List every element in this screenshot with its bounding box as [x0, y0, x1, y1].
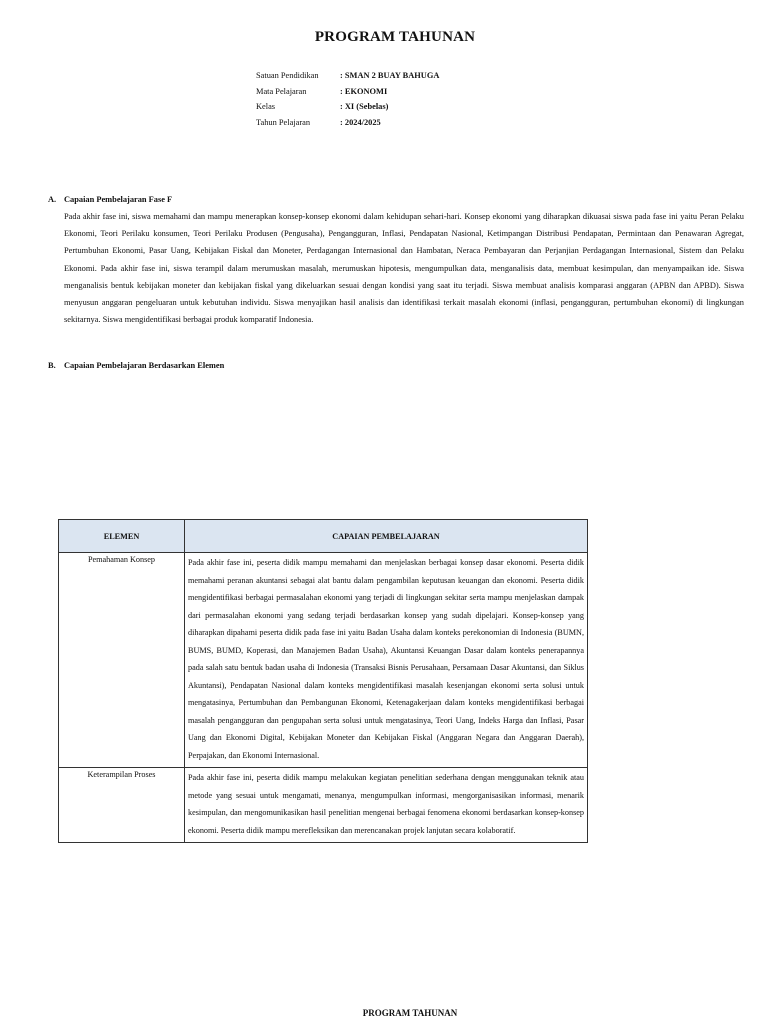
info-value: : SMAN 2 BUAY BAHUGA	[340, 71, 440, 80]
info-row-satuan	[256, 68, 439, 84]
section-a-heading	[48, 195, 172, 204]
info-label: Mata Pelajaran	[256, 86, 307, 96]
header-capaian: CAPAIAN PEMBELAJARAN	[185, 520, 588, 553]
description-cell: Pada akhir fase ini, peserta didik mampu memahami dan menjelaskan berbagai konsep dasar ekonomi. Peserta didik memahami peranan akuntansi sebagai alat bantu dalam pengambilan keputusan keuangan dan ekonomi. Peserta didik mengidentifikasi berbagai permasalahan ekonomi yang terjadi di lingkungan sekitar serta mampu menjelaskan dampak dari permasalahan ekonomi yang sedang terjadi berdasarkan konsep yang sudah dipelajari. Konsep-konsep yang diharapkan dipahami peserta didik pada fase ini yaitu Badan Usaha dalam konteks perekonomian di Indonesia (BUMN, BUMS, BUMD, Koperasi, dan Manajemen Badan Usaha), Akuntansi Keuangan Dasar dalam konteks penerapannya pada salah satu bentuk badan usaha di Indonesia (Transaksi Bisnis Perusahaan, Persamaan Dasar Akuntansi, dan Siklus Akuntansi), Pendapatan Nasional dalam konteks mengidentifikasi masalah kesenjangan ekonomi serta solusi untuk mengatasinya, Pertumbuhan dan Pembangunan Ekonomi, Ketenagakerjaan dalam konteks mengidentifikasi berbagai masalah pengangguran dan pengupahan serta solusi untuk mengatasinya, Teori Uang, Indeks Harga dan Inflasi, Pasar Uang dan Ekonomi Digital, Kebijakan Moneter dan Kebijakan Fiskal (Anggaran Negara dan Anggaran Daerah), Perpajakan, dan Ekonomi Internasional.	[185, 553, 588, 768]
section-title: Capaian Pembelajaran Berdasarkan Elemen	[64, 361, 225, 370]
info-row-tahun	[256, 115, 439, 131]
capaian-table	[58, 519, 588, 843]
info-label: Kelas	[256, 102, 276, 112]
element-cell: Keterampilan Proses	[59, 768, 185, 843]
section-letter: B.	[48, 361, 56, 370]
section-a-paragraph: Pada akhir fase ini, siswa memahami dan mampu menerapkan konsep-konsep ekonomi dalam kehidupan sehari-hari. Konsep ekonomi yang diharapkan dikuasai siswa pada fase ini yaitu Peran Pelaku Ekonomi, Teori Perilaku konsumen, Teori Perilaku Produsen (Pengusaha), Pengangguran, Inflasi, Pendapatan Nasional, Ketimpangan Distribusi Pendapatan, Permintaan dan Penawaran Agregat, Pertumbuhan Ekonomi, Pasar Uang, Kebijakan Fiskal dan Moneter, Perdagangan Internasional dan Hambatan, Neraca Pembayaran dan Perjanjian Perdagangan Internasional, Sistem dan Pelaku Ekonomi. Pada akhir fase ini, siswa terampil dalam merumuskan masalah, merumuskan hipotesis, mengumpulkan data, menganalisis data, membuat kesimpulan, dan menyampaikan ide. Siswa menganalisis bentuk kebijakan moneter dan kebijakan fiskal yang dikeluarkan sesuai dengan kondisi yang saat itu terjadi. Siswa membuat analisis komparasi anggaran (APBN dan APBD). Siswa menyusun anggaran pengeluaran untuk kebutuhan individu. Siswa menyajikan hasil analisis dan identifikasi terkait masalah ekonomi (inflasi, pengangguran, pertumbuhan ekonomi) di lingkungan sekitarnya. Siswa mengidentifikasi berbagai produk komparatif Indonesia.	[64, 212, 744, 325]
section-b-heading	[48, 361, 224, 370]
next-page-title: PROGRAM TAHUNAN	[362, 1008, 458, 1018]
page-title: PROGRAM TAHUNAN	[314, 29, 476, 45]
info-row-kelas	[256, 99, 439, 115]
info-value: : 2024/2025	[340, 118, 381, 128]
info-row-mapel	[256, 84, 439, 100]
section-letter: A.	[48, 195, 57, 204]
identity-block	[256, 68, 439, 131]
table-row	[59, 768, 588, 843]
info-label: Satuan Pendidikan	[256, 71, 319, 80]
header-elemen: ELEMEN	[59, 520, 185, 553]
description-cell: Pada akhir fase ini, peserta didik mampu melakukan kegiatan penelitian sederhana dengan menggunakan teknik atau metode yang sesuai untuk mengamati, menanya, mengumpulkan informasi, mengorganisasikan informasi, menarik kesimpulan, dan mengomunikasikan hasil penelitian mengenai berbagai fenomena ekonomi berdasarkan konsep-konsep ekonomi. Peserta didik mampu merefleksikan dan merencanakan projek lanjutan secara kolaboratif.	[185, 768, 588, 843]
table-header-row	[59, 520, 588, 553]
element-cell: Pemahaman Konsep	[59, 553, 185, 768]
info-value: : EKONOMI	[340, 86, 388, 96]
info-value: : XI (Sebelas)	[340, 102, 389, 112]
info-label: Tahun Pelajaran	[256, 118, 311, 128]
section-title: Capaian Pembelajaran Fase F	[64, 195, 173, 204]
table-row	[59, 553, 588, 768]
